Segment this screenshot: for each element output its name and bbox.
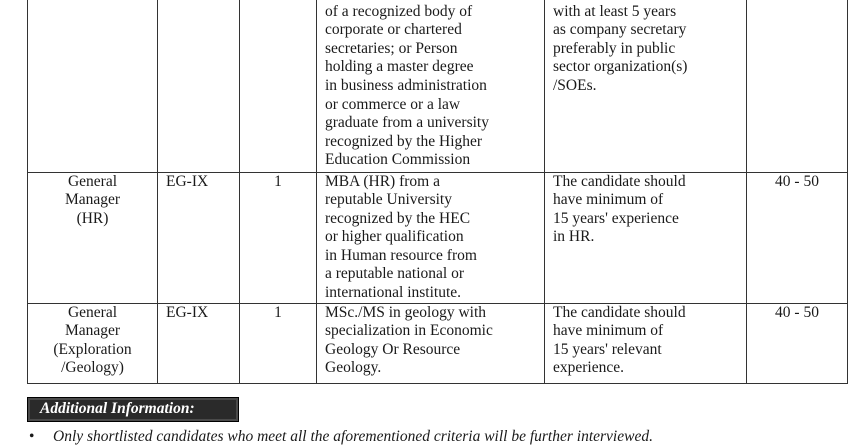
qualification-line: or higher qualification [325,228,464,246]
qualification-line: of a recognized body of [325,2,473,20]
additional-information-heading: Additional Information: [40,400,195,417]
post-cell [28,303,158,383]
post-line: (HR) [76,209,109,227]
post-cell [28,0,158,172]
experience-line: 15 years' relevant [553,340,662,358]
experience-cell [545,303,747,383]
grade-cell: EG-IX [158,172,240,303]
experience-line: The candidate should [553,172,686,190]
qualification-line: recognized by the HEC [325,209,471,227]
experience-line: have minimum of [553,191,664,209]
qualification-line: Geology. [325,359,382,377]
qualification-line: corporate or chartered [325,21,462,39]
post-line: Manager [64,191,121,209]
experience-cell [545,172,747,303]
additional-information-banner [27,397,239,422]
bullet-icon: • [29,428,35,445]
qualification-line: in Human resource from [325,246,477,264]
table-row [28,303,848,383]
qualification-line: international institute. [325,284,462,302]
qualification-cell [317,0,545,172]
post-line: General [67,172,118,190]
post-line: General [67,303,118,321]
qualification-line: MSc./MS in geology with [325,303,487,321]
post-line: Manager [64,322,121,340]
experience-line: experience. [553,359,624,377]
post-line: (Exploration [53,340,132,358]
qualification-line: in business administration [325,76,487,94]
age-cell: 40 - 50 [747,303,848,383]
qualification-line: MBA (HR) from a [325,172,440,190]
qualification-line: holding a master degree [325,58,474,76]
experience-line: /SOEs. [553,76,597,94]
experience-line: as company secretary [553,21,687,39]
table-row [28,0,848,172]
qualification-line: recognized by the Higher [325,132,483,150]
experience-line: sector organization(s) [553,58,688,76]
qualification-cell [317,303,545,383]
shortlist-note-text: Only shortlisted candidates who meet all the aforementioned criteria will be further interviewed. [53,428,653,445]
table-row [28,172,848,303]
qualification-line: Education Commission [325,151,471,169]
qualification-cell [317,172,545,303]
qualification-line: secretaries; or Person [325,39,458,57]
experience-line: preferably in public [553,39,676,57]
count-cell [240,0,317,172]
count-cell: 1 [240,172,317,303]
grade-cell: EG-IX [158,303,240,383]
qualification-line: reputable University [325,191,452,209]
post-cell [28,172,158,303]
experience-line: have minimum of [553,322,664,340]
qualification-line: Geology Or Resource [325,340,461,358]
post-line: /Geology) [61,359,124,377]
count-cell: 1 [240,303,317,383]
qualification-line: graduate from a university [325,114,489,132]
experience-line: 15 years' experience [553,209,679,227]
qualification-line: or commerce or a law [325,95,461,113]
experience-line: in HR. [553,228,595,246]
shortlist-note [29,428,809,446]
experience-cell [545,0,747,172]
experience-line: with at least 5 years [553,2,677,20]
qualification-line: specialization in Economic [325,322,493,340]
experience-line: The candidate should [553,303,686,321]
age-cell: 40 - 50 [747,172,848,303]
grade-cell [158,0,240,172]
age-cell [747,0,848,172]
qualification-line: a reputable national or [325,265,465,283]
vacancy-table [27,0,848,384]
